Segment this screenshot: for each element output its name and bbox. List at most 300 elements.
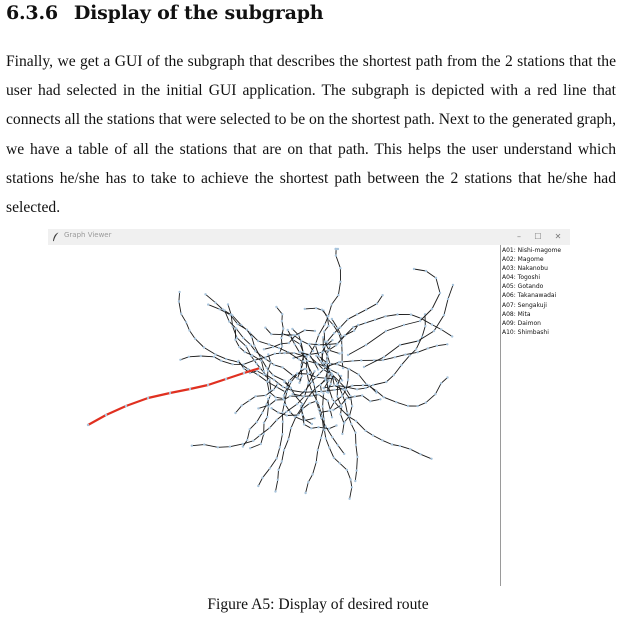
graph-node [353, 330, 355, 332]
graph-node [301, 414, 303, 416]
graph-node [297, 414, 299, 416]
graph-node [339, 326, 341, 328]
graph-node [331, 303, 333, 305]
graph-node [356, 456, 358, 458]
graph-node [391, 443, 393, 445]
graph-node [267, 398, 269, 400]
graph-node [349, 478, 351, 480]
graph-node [352, 360, 354, 362]
graph-node [425, 270, 427, 272]
station-table [502, 246, 570, 337]
graph-node [266, 416, 268, 418]
graph-node [272, 389, 274, 391]
graph-node [188, 329, 190, 331]
graph-node [243, 367, 245, 369]
graph-node [345, 397, 347, 399]
graph-edge [276, 380, 326, 491]
graph-node [275, 399, 277, 401]
graph-canvas[interactable] [48, 245, 501, 586]
graph-node [368, 384, 370, 386]
graph-node [375, 391, 377, 393]
station-row: A01: Nishi-magome [502, 247, 562, 254]
graph-node [382, 359, 384, 361]
graph-node [419, 320, 421, 322]
graph-node [302, 395, 304, 397]
graph-node [207, 303, 209, 305]
graph-node [313, 417, 315, 419]
graph-node [369, 400, 371, 402]
graph-node [393, 374, 395, 376]
graph-node [291, 328, 293, 330]
graph-node [298, 334, 300, 336]
graph-node [241, 404, 243, 406]
graph-node [347, 379, 349, 381]
graph-node [256, 421, 258, 423]
graph-node [290, 427, 292, 429]
graph-node [440, 328, 442, 330]
station-row: A05: Gotando [502, 283, 544, 291]
graph-node [323, 330, 325, 332]
graph-node [323, 418, 325, 420]
station-row: A08: Mita [502, 310, 531, 318]
graph-node [270, 407, 272, 409]
graph-node [200, 355, 202, 357]
graph-edge [208, 305, 290, 388]
graph-node [341, 379, 343, 381]
graph-node [296, 372, 298, 374]
graph-node [342, 389, 344, 391]
graph-node [263, 422, 265, 424]
graph-node [343, 422, 345, 424]
body-paragraph: Finally, we get a GUI of the subgraph that describes the shortest path from the 2 stations that the user had selected in the initial GUI application. The subgraph is depicted with a red line that connects all the stations that were selected to be on the shortest path. Next to the generated graph, we have a table of all the stations that are on that path. This helps the user understand which stations he/she has to take to achieve the shortest path between the 2 stations that he/she had selected. [6, 53, 616, 217]
graph-node [242, 445, 244, 447]
graph-node [281, 320, 283, 322]
graph-node [339, 281, 341, 283]
graph-node [329, 409, 331, 411]
close-button[interactable]: ✕ [554, 232, 562, 241]
graph-node [326, 359, 328, 361]
graph-node [213, 356, 215, 358]
graph-node [194, 338, 196, 340]
graph-node [372, 384, 374, 386]
graph-node [327, 355, 329, 357]
graph-node [443, 314, 445, 316]
graph-node [285, 411, 287, 413]
graph-node [404, 353, 406, 355]
graph-edge [258, 369, 304, 486]
graph-node [395, 401, 397, 403]
graph-node [340, 404, 342, 406]
graph-node [384, 315, 386, 317]
graph-node [313, 383, 315, 385]
graph-node [304, 308, 306, 310]
graph-node [305, 356, 307, 358]
graph-node [319, 384, 321, 386]
graph-node [289, 411, 291, 413]
graph-node [347, 318, 349, 320]
graph-node [317, 426, 319, 428]
graph-node [318, 372, 320, 374]
panel-divider [500, 245, 501, 586]
graph-node [179, 359, 181, 361]
graph-node [360, 359, 362, 361]
graph-node [230, 313, 232, 315]
window-titlebar[interactable] [48, 229, 570, 245]
graph-node [332, 409, 334, 411]
graph-node [276, 383, 278, 385]
graph-node [341, 344, 343, 346]
graph-node [315, 400, 317, 402]
graph-node [326, 341, 328, 343]
section-title: Display of the subgraph [73, 2, 324, 24]
feather-icon [52, 232, 60, 242]
graph-node [290, 387, 292, 389]
graph-node [331, 436, 333, 438]
graph-node [203, 346, 205, 348]
graph-node [266, 381, 268, 383]
graph-node [317, 449, 319, 451]
graph-node [293, 334, 295, 336]
graph-node [354, 395, 356, 397]
graph-node [309, 371, 311, 373]
graph-node [322, 336, 324, 338]
graph-node [324, 345, 326, 347]
graph-node [332, 324, 334, 326]
graph-node [281, 433, 283, 435]
graph-node [385, 381, 387, 383]
graph-node [277, 479, 279, 481]
graph-node [415, 348, 417, 350]
graph-node [311, 423, 313, 425]
graph-node [333, 389, 335, 391]
graph-node [178, 300, 180, 302]
graph-node [320, 390, 322, 392]
graph-node [335, 254, 337, 256]
graph-node [285, 386, 287, 388]
graph-node [427, 347, 429, 349]
graph-node [270, 361, 272, 363]
graph-node [334, 248, 336, 250]
graph-node [316, 362, 318, 364]
graph-node [383, 396, 385, 398]
graph-node [300, 340, 302, 342]
graph-node [327, 379, 329, 381]
maximize-button[interactable]: ☐ [534, 232, 542, 241]
graph-node [321, 309, 323, 311]
graph-node [253, 345, 255, 347]
graph-node [356, 313, 358, 315]
graph-node [430, 458, 432, 460]
graph-node [266, 367, 268, 369]
graph-node [407, 405, 409, 407]
graph-node [263, 348, 265, 350]
graph-node [303, 368, 305, 370]
graph-node [263, 373, 265, 375]
graph-node [214, 302, 216, 304]
graph-node [294, 343, 296, 345]
graph-node [281, 460, 283, 462]
graph-node [169, 392, 171, 394]
graph-node [338, 361, 340, 363]
graph-node [178, 291, 180, 293]
graph-node [322, 362, 324, 364]
graph-node [191, 445, 193, 447]
graph-node [265, 358, 267, 360]
graph-node [268, 378, 270, 380]
graph-node [257, 407, 259, 409]
graph-node [277, 411, 279, 413]
graph-node [225, 358, 227, 360]
minimize-button[interactable]: – [517, 232, 521, 241]
graph-node [249, 428, 251, 430]
graph-node [264, 327, 266, 329]
graph-node [302, 360, 304, 362]
graph-node [260, 360, 262, 362]
graph-node [259, 434, 261, 436]
graph-node [306, 360, 308, 362]
graph-node [284, 404, 286, 406]
graph-node [342, 367, 344, 369]
graph-node [237, 360, 239, 362]
graph-node [249, 344, 251, 346]
graph-node [356, 388, 358, 390]
station-row: A03: Nakanobu [502, 265, 548, 273]
graph-node [318, 393, 320, 395]
graph-node [282, 327, 284, 329]
graph-node [338, 333, 340, 335]
graph-node [249, 447, 251, 449]
graph-node [263, 433, 265, 435]
graph-node [278, 347, 280, 349]
graph-node [322, 368, 324, 370]
graph-node [365, 387, 367, 389]
graph-node [283, 394, 285, 396]
graph-node [310, 427, 312, 429]
graph-node [242, 363, 244, 365]
graph-node [327, 325, 329, 327]
graph-node [311, 395, 313, 397]
graph-node [325, 425, 327, 427]
graph-node [289, 335, 291, 337]
graph-node [341, 352, 343, 354]
graph-node [365, 309, 367, 311]
graph-node [257, 340, 259, 342]
graph-node [335, 424, 337, 426]
graph-node [269, 395, 271, 397]
graph-node [248, 399, 250, 401]
graph-node [348, 498, 350, 500]
graph-node [234, 327, 236, 329]
graph-node [327, 399, 329, 401]
graph-node [433, 330, 435, 332]
graph-node [337, 372, 339, 374]
graph-node [283, 381, 285, 383]
graph-node [381, 294, 383, 296]
graph-node [245, 345, 247, 347]
graph-node [268, 343, 270, 345]
graph-node [315, 354, 317, 356]
graph-node [261, 477, 263, 479]
graph-node [399, 445, 401, 447]
graph-node [320, 360, 322, 362]
graph-node [329, 363, 331, 365]
graph-node [339, 267, 341, 269]
graph-node [147, 397, 149, 399]
graph-node [218, 308, 220, 310]
graph-node [354, 480, 356, 482]
graph-node [236, 323, 238, 325]
graph-node [341, 395, 343, 397]
graph-node [277, 469, 279, 471]
graph-node [336, 395, 338, 397]
graph-node [330, 383, 332, 385]
graph-node [321, 405, 323, 407]
graph-node [282, 421, 284, 423]
graph-node [308, 354, 310, 356]
graph-node [272, 346, 274, 348]
graph-node [227, 303, 229, 305]
graph-node [281, 313, 283, 315]
graph-node [351, 486, 353, 488]
graph-node [318, 344, 320, 346]
graph-node [331, 398, 333, 400]
station-row: A10: Shimbashi [502, 328, 549, 336]
station-row: A04: Togoshi [502, 274, 541, 282]
graph-node [251, 336, 253, 338]
graph-node [229, 446, 231, 448]
graph-node [434, 393, 436, 395]
graph-node [189, 388, 191, 390]
window-title: Graph Viewer [64, 231, 112, 239]
graph-node [447, 298, 449, 300]
graph-node [283, 449, 285, 451]
graph-node [308, 402, 310, 404]
graph-node [341, 433, 343, 435]
graph-node [304, 492, 306, 494]
graph-node [274, 490, 276, 492]
graph-node [435, 277, 437, 279]
graph-node [344, 334, 346, 336]
graph-node [410, 313, 412, 315]
graph-node [256, 363, 258, 365]
graph-node [270, 333, 272, 335]
graph-node [267, 405, 269, 407]
graph-node [312, 350, 314, 352]
graph-node [361, 394, 363, 396]
graph-node [318, 334, 320, 336]
graph-node [328, 446, 330, 448]
graph-node [276, 419, 278, 421]
graph-node [357, 324, 359, 326]
graph-node [253, 359, 255, 361]
graph-node [273, 364, 275, 366]
graph-node [372, 434, 374, 436]
graph-node [318, 408, 320, 410]
graph-node [251, 354, 253, 356]
graph-node [263, 370, 265, 372]
graph-node [340, 335, 342, 337]
graph-node [231, 363, 233, 365]
graph-node [363, 366, 365, 368]
graph-node [308, 343, 310, 345]
graph-node [320, 417, 322, 419]
graph-node [292, 393, 294, 395]
section-heading [6, 2, 323, 24]
graph-node [303, 423, 305, 425]
graph-node [329, 345, 331, 347]
graph-node [246, 439, 248, 441]
graph-node [298, 358, 300, 360]
graph-node [317, 368, 319, 370]
graph-node [323, 387, 325, 389]
graph-node [337, 248, 339, 250]
graph-node [333, 384, 335, 386]
graph-node [431, 323, 433, 325]
graph-node [244, 351, 246, 353]
graph-node [281, 366, 283, 368]
graph-node [446, 376, 448, 378]
graph-node [326, 362, 328, 364]
graph-node [243, 372, 245, 374]
graph-node [336, 363, 338, 365]
graph-node [417, 340, 419, 342]
graph-node [337, 294, 339, 296]
graph-node [223, 309, 225, 311]
graph-node [355, 469, 357, 471]
graph-node [185, 321, 187, 323]
graph-node [260, 443, 262, 445]
graph-node [351, 385, 353, 387]
graph-node [288, 342, 290, 344]
graph-node [346, 469, 348, 471]
graph-node [376, 303, 378, 305]
graph-node [236, 337, 238, 339]
graph-node [416, 351, 418, 353]
graph-node [417, 405, 419, 407]
graph-node [247, 368, 249, 370]
graph-node [180, 313, 182, 315]
graph-node [254, 350, 256, 352]
graph-node [292, 357, 294, 359]
graph-edge [310, 325, 359, 345]
graph-node [272, 374, 274, 376]
graph-node [394, 356, 396, 358]
graph-node [381, 439, 383, 441]
graph-node [338, 352, 340, 354]
graph-node [294, 416, 296, 418]
graph-node [408, 354, 410, 356]
station-row: A06: Takanawadai [502, 292, 557, 300]
graph-node [214, 353, 216, 355]
graph-node [267, 369, 269, 371]
graph-node [234, 412, 236, 414]
graph-node [399, 344, 401, 346]
graph-node [413, 268, 415, 270]
graph-node [286, 414, 288, 416]
graph-node [254, 395, 256, 397]
graph-node [419, 453, 421, 455]
graph-node [440, 382, 442, 384]
graph-edge [225, 310, 301, 380]
graph-node [331, 374, 333, 376]
graph-node [289, 395, 291, 397]
graph-node [288, 380, 290, 382]
graph-node [333, 457, 335, 459]
graph-node [425, 402, 427, 404]
graph-edge [192, 371, 315, 447]
graph-node [328, 428, 330, 430]
graph-node [324, 365, 326, 367]
